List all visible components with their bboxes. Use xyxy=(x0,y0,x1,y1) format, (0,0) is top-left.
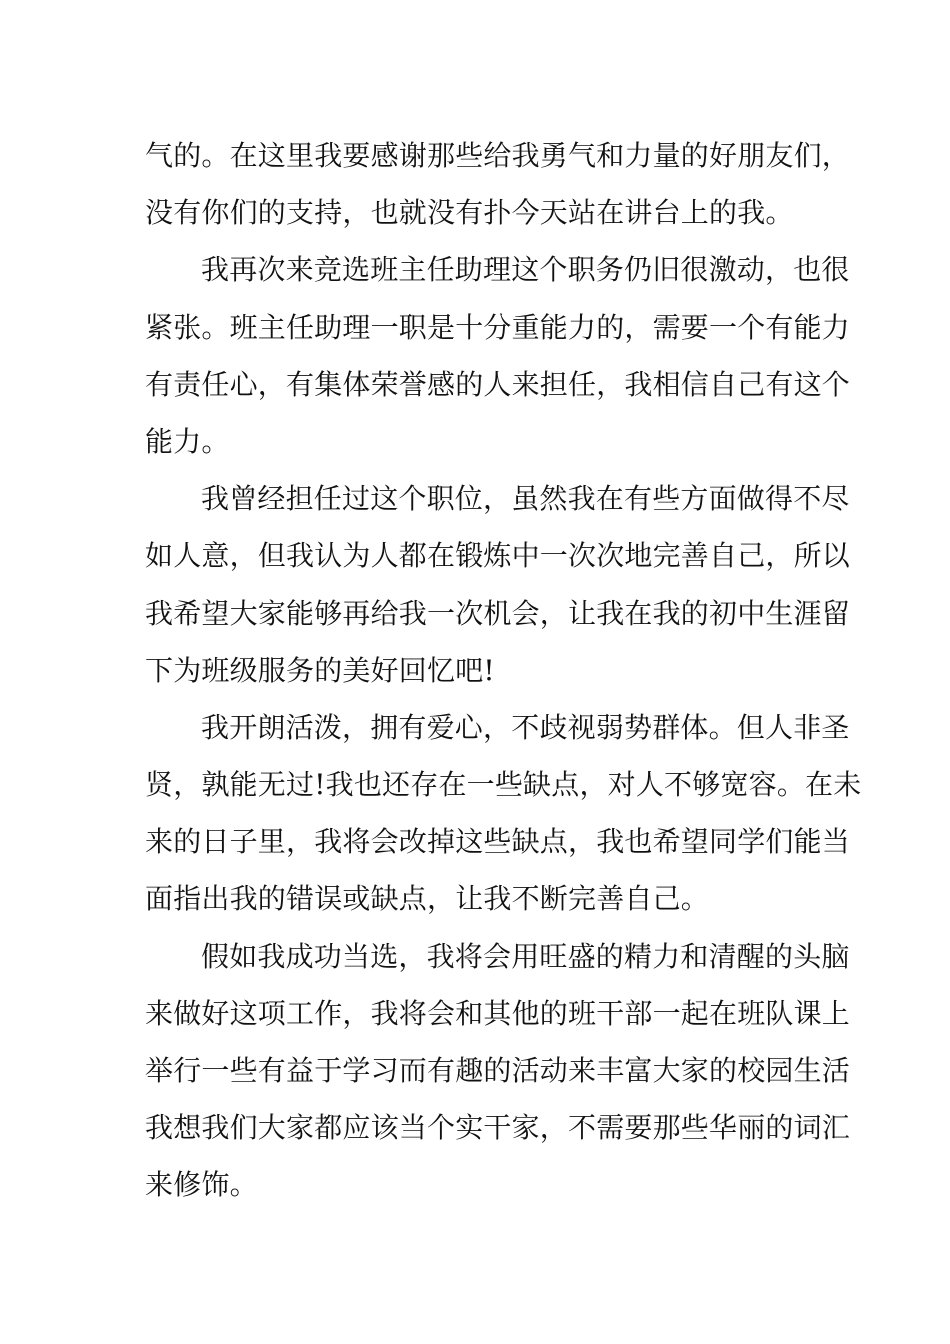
text-line-12: 贤，孰能无过!我也还存在一些缺点，对人不够宽容。在未 xyxy=(145,768,862,802)
text-line-5: 有责任心，有集体荣誉感的人来担任，我相信自己有这个 xyxy=(145,367,851,401)
text-line-13: 来的日子里，我将会改掉这些缺点，我也希望同学们能当 xyxy=(145,825,851,859)
text-line-15: 假如我成功当选，我将会用旺盛的精力和清醒的头脑 xyxy=(201,939,850,973)
text-line-8: 如人意，但我认为人都在锻炼中一次次地完善自己，所以 xyxy=(145,539,851,573)
text-line-1: 气的。在这里我要感谢那些给我勇气和力量的好朋友们， xyxy=(145,139,851,172)
text-line-11: 我开朗活泼，拥有爱心，不歧视弱势群体。但人非圣 xyxy=(201,710,850,744)
text-line-4: 紧张。班主任助理一职是十分重能力的，需要一个有能力 xyxy=(145,310,851,344)
text-line-10: 下为班级服务的美好回忆吧! xyxy=(145,653,495,687)
text-line-3: 我再次来竞选班主任助理这个职务仍旧很激动，也很 xyxy=(201,253,850,287)
text-line-19: 来修饰。 xyxy=(145,1168,258,1202)
text-line-6: 能力。 xyxy=(145,424,230,458)
speech-text-block xyxy=(145,127,862,1214)
text-line-17: 举行一些有益于学习而有趣的活动来丰富大家的校园生活 xyxy=(145,1054,851,1087)
text-line-2: 没有你们的支持，也就没有扑今天站在讲台上的我。 xyxy=(145,196,794,230)
text-line-18: 我想我们大家都应该当个实干家，不需要那些华丽的词汇 xyxy=(145,1111,851,1145)
text-line-14: 面指出我的错误或缺点，让我不断完善自己。 xyxy=(145,882,710,916)
text-line-7: 我曾经担任过这个职位，虽然我在有些方面做得不尽 xyxy=(201,482,850,516)
text-line-9: 我希望大家能够再给我一次机会，让我在我的初中生涯留 xyxy=(145,596,851,630)
text-line-16: 来做好这项工作，我将会和其他的班干部一起在班队课上 xyxy=(145,996,851,1030)
